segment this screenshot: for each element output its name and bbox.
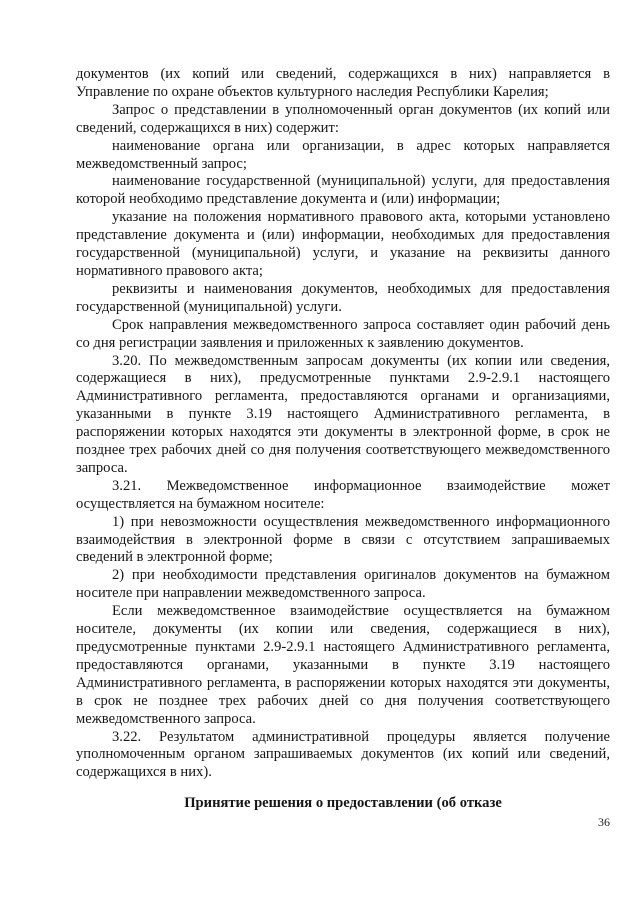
document-body xyxy=(76,66,610,782)
paragraph: 2) при необходимости представления оригиналов документов на бумажном носителе при направлении межведомственного запроса. xyxy=(76,567,610,602)
paragraph: 3.21. Межведомственное информационное взаимодействие может осуществляется на бумажном носителе: xyxy=(76,477,610,512)
paragraph: наименование органа или организации, в адрес которых направляется межведомственный запрос; xyxy=(76,137,610,172)
paragraph: 3.20. По межведомственным запросам документы (их копии или сведения, содержащиеся в них), предусмотренные пунктами 2.9-2.9.1 настоящего Административного регламента, предоставляются органами и организациями, указанными в пункте 3.19 настоящего Административного регламента, в распоряжении которых находятся эти документы в электронной форме, в срок не позднее трех рабочих дней со дня получения соответствующего межведомственного запроса. xyxy=(76,352,610,476)
section-heading: Принятие решения о предоставлении (об отказе xyxy=(184,795,502,811)
page-number: 36 xyxy=(598,815,610,829)
paragraph: наименование государственной (муниципальной) услуги, для предоставления которой необходимо представление документа и (или) информации; xyxy=(76,173,610,208)
paragraph: 1) при невозможности осуществления межведомственного информационного взаимодействия в электронной форме в связи с отсутствием запрашиваемых сведений в электронной форме; xyxy=(76,513,610,566)
paragraph: 3.22. Результатом административной процедуры является получение уполномоченным органом запрашиваемых документов (их копий или сведений, содержащихся в них). xyxy=(76,728,610,781)
paragraph: Срок направления межведомственного запроса составляет один рабочий день со дня регистрации заявления и приложенных к заявлению документов. xyxy=(76,316,610,351)
paragraph: Если межведомственное взаимодействие осуществляется на бумажном носителе, документы (их копии или сведения, содержащиеся в них), предусмотренные пунктами 2.9-2.9.1 настоящего Административного регламента, предоставляются органами, указанными в пункте 3.19 настоящего Административного регламента, в распоряжении которых находятся эти документы, в срок не позднее трех рабочих дней со дня получения соответствующего межведомственного запроса. xyxy=(76,603,610,727)
paragraph: реквизиты и наименования документов, необходимых для предоставления государственной (муниципальной) услуги. xyxy=(76,280,610,315)
paragraph: документов (их копий или сведений, содержащихся в них) направляется в Управление по охране объектов культурного наследия Республики Карелия; xyxy=(76,66,610,100)
paragraph: Запрос о представлении в уполномоченный орган документов (их копий или сведений, содержащихся в них) содержит: xyxy=(76,101,610,136)
paragraph: указание на положения нормативного правового акта, которыми установлено представление документа и (или) информации, необходимых для предоставления государственной (муниципальной) услуги, и указание на реквизиты данного нормативного правового акта; xyxy=(76,209,610,279)
